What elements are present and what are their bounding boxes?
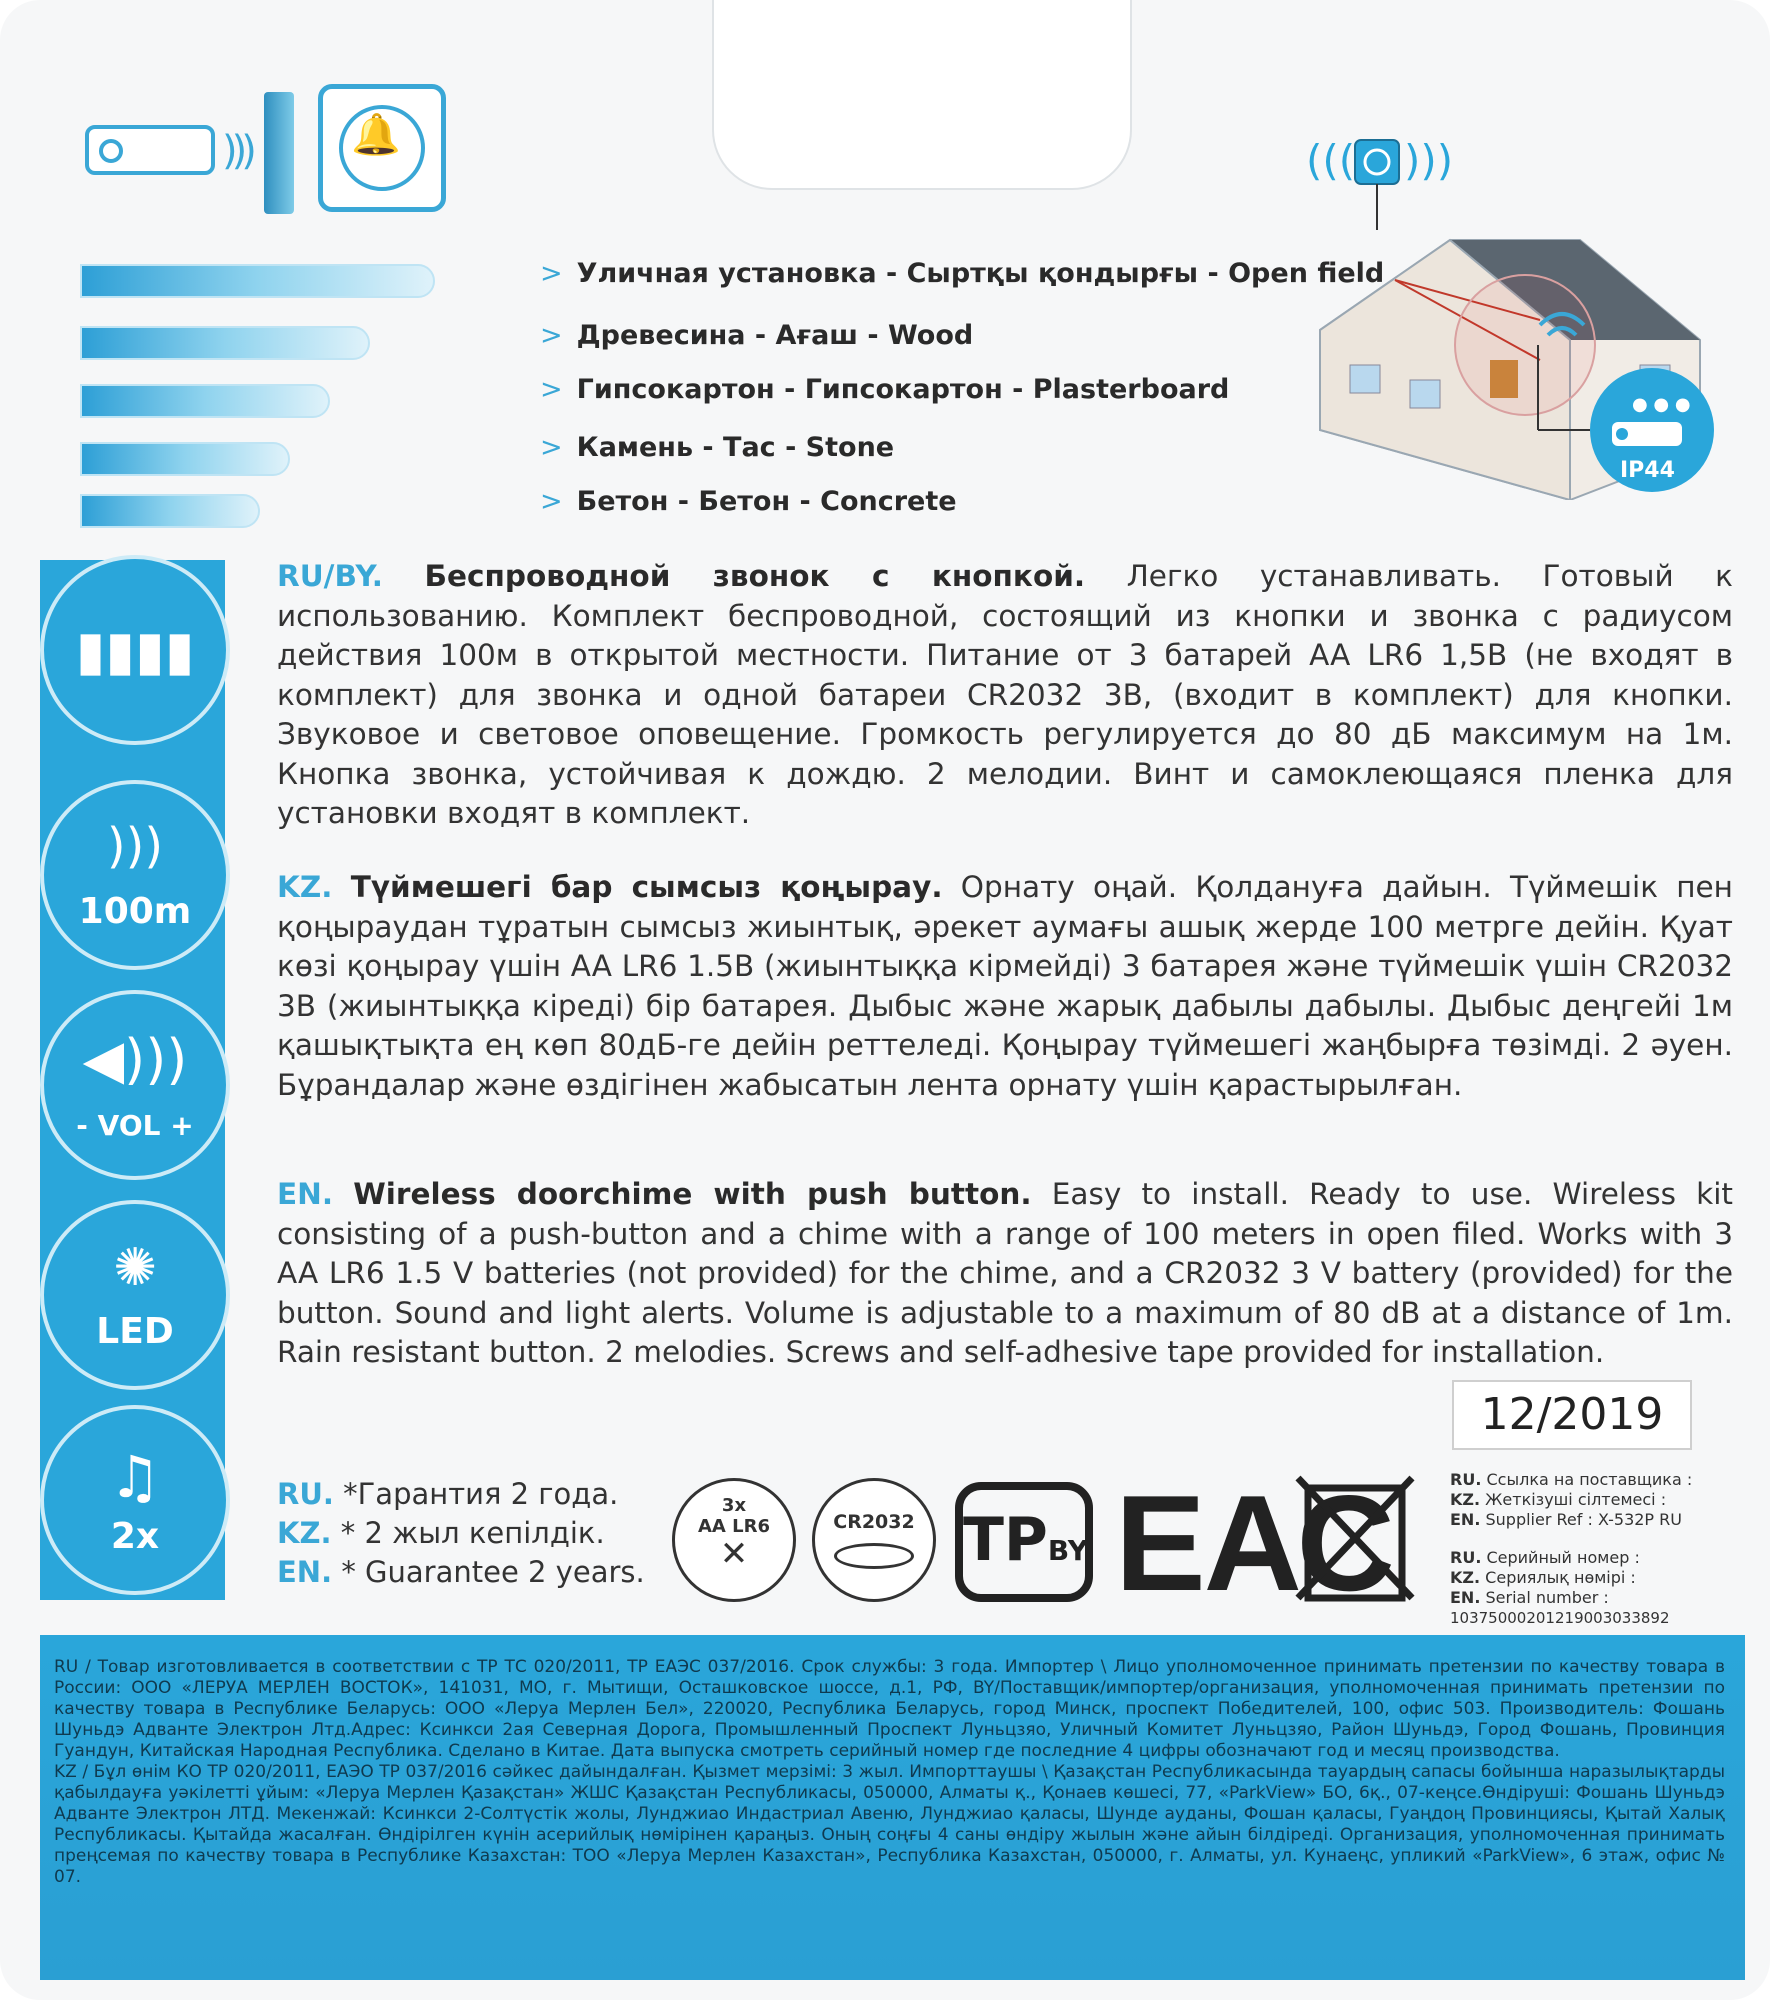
serial-number: 10375000201219003033892 [1450,1609,1670,1627]
legal-info-strip [40,1635,1745,1980]
svg-text:))): ))) [1404,136,1454,185]
description-ru: RU/BY. Беспроводной звонок с кнопкой. Легко устанавливать. Готовый к использованию. Комплект беспроводной, состоящий из кнопки и звонка с радиусом действия 100м в открытой местности. Питание от 3 батарей AA LR6 1,5В (не входят в комплект) для звонка и одной батареи CR2032 3В, (входит в комплект) для кнопки. Звуковое и световое оповещение. Громкость регулируется до 80 дБ максимум на 1м. Кнопка звонка, устойчивая к дождю. 2 мелодии. Винт и самоклеющаяся пленка для установки входят в комплект. [277,559,1733,830]
range-label-wood: > Древесина - Ағаш - Wood [540,320,974,351]
range-bar-concrete [80,494,260,528]
range-bar-plasterboard [80,384,330,418]
wall-icon [264,92,294,214]
guarantee-block: RU. *Гарантия 2 года. KZ. * 2 жыл кепілдік. EN. * Guarantee 2 years. [277,1477,645,1589]
range-label-stone: > Камень - Тас - Stone [540,432,895,463]
hang-hole [712,0,1132,190]
house-illustration [1300,130,1720,500]
aa-battery-badge: 3x AA LR6 ✕ [672,1478,796,1602]
svg-text:● ● ●: ● ● ● [1632,394,1691,415]
range-label-open-field: > Уличная установка - Сыртқы қондырғы - Open field [540,258,1385,289]
not-food-contact-icon [1290,1470,1420,1605]
push-button-icon [85,125,215,175]
range-label-concrete: > Бетон - Бетон - Concrete [540,486,957,517]
legal-text-kz: KZ / Бұл өнім КО ТР 020/2011, ЕАЭО ТР 037/2016 сәйкес дайындалған. Қызмет мерзімі: 3 жыл. Импорттаушы \ Қазақстан Республикасында тауардың сапасы бойынша наразылықтарды қабылдауға уәкілетті ұйым: «Леруа Мерлен Қазақстан» ЖШС Қазақстан Республикасы, 050000, Алматы қ., Қонаев көшесі, 77, «ParkView» БО, 6қ., 07-кеңсе.Өндіруші: Фошань Шуньдэ Адванте Электрон ЛТД. Мекенжай: Ксинкси 2-Солтүстік жолы, Лунджиао Индастриал Авеню, Лунджиао қаласы, Шунде ауданы, Фошан қаласы, Гуаңдоң Провинциясы, Қытай Халық Республикасы. Қытайда жасалған. Өндірілген күнін асерийлық нөмірінен қараңыз. Оның соңғы 4 саны өндіру жылын және айын білдіреді. Организация, уполномоченная принимать преңсемая по качеству товара в Республике Казахстан: ТОО «Леруа Мерлен Казахстан», Республика Казахстан, 050000, г. Алматы, ул. Кунаеңс, упликий «ParkView», 6 этаж, офис № 07. [54,1762,1725,1887]
coin-battery-badge: CR2032 [812,1478,936,1602]
eac-mark: ЕАС [1115,1467,1393,1619]
svg-text:(((: ((( [1306,136,1356,185]
chime-icon [318,84,446,212]
range-bar-wood [80,326,370,360]
range-bar-open-field [80,264,435,298]
range-bar-stone [80,442,290,476]
legal-text-ru: RU / Товар изготовливается в соответствии с ТР ТС 020/2011, ТР ЕАЭС 037/2016. Срок службы: 3 года. Импортер \ Лицо уполномоченное принимать претензии по качеству товара в России: ООО «ЛЕРУА МЕРЛЕН ВОСТОК», 141031, МО, г. Мытищи, Осташковское шоссе, д.1, РФ, BY/Поставщик/импортер/организация, уполномоченная принимать претензии по качеству товара в Республике Беларусь: ООО «Леруа Мерлен Бел», 220020, Республика Беларусь, город Минск, проспект Победителей, 100, офис 503. Производитель: Фошань Шуньдэ Адванте Электрон Лтд.Адрес: Ксинкси 2ая Северная Дорога, Промышленный Проспект Луньцзяо, Уличный Комитет Луньцзяо, Район Шуньдэ, Город Фошань, Провинция Гуандун, Китайская Народная Республика. Сделано в Китае. Дата выпуска смотреть серийный номер где последние 4 цифры обозначают год и месяц производства. [54,1657,1725,1761]
bell-icon: 🔔 [351,112,401,158]
range-label-plasterboard: > Гипсокартон - Гипсокартон - Plasterboard [540,374,1230,405]
battery-icon: ▮▮▮▮ [40,555,230,745]
volume-icon: ◀))) - VOL + [40,990,230,1180]
tp-by-mark: TPBY [955,1482,1093,1602]
coin-cell-icon [834,1543,914,1569]
description-kz: KZ. Түймешегі бар сымсыз қоңырау. Орнату оңай. Қолдануға дайын. Түймешік пен қоңыраудан тұратын сымсыз жиынтық, әрекет аумағы ашық жерде 100 метрге дейін. Қуат көзі қоңырау үшін AA LR6 1.5В (жиынтыққа кірмейді) 3 батарея және түймешік үшін CR2032 3В (жиынтыққа кіреді) бір батарея. Дыбыс және жарық дабылы дабылы. Дыбыс деңгейі 1м қашықтықта ең көп 80дБ-ге дейін реттеледі. Қоңырау түймешегі жаңбырға төзімді. 2 әуен. Бұрандалар және өздігінен жабысатын лента орнату үшін қарастырылған. [277,870,1733,1102]
supplier-info: RU. Ссылка на поставщика : KZ. Жеткізуші сілтемесі : EN. Supplier Ref : X-532P RU RU. Серийный номер : KZ. Сериялық нөмірі : EN. Serial number : 10375000201219003033892 [1450,1470,1750,1628]
description-en: EN. Wireless doorchime with push button. Easy to install. Ready to use. Wireless kit consisting of a push-button and a chime with a range of 100 meters in open filed. Works with 3 AA LR6 1.5 V batteries (not provided) for the chime, and a CR2032 3 V battery (provided) for the button. Sound and light alerts. Volume is adjustable to a maximum of 80 dB at a distance of 1m. Rain resistant button. 2 melodies. Screws and self-adhesive tape provided for installation. [277,1177,1733,1369]
svg-text:IP44: IP44 [1620,458,1675,483]
signal-waves-icon: ))) [222,128,251,174]
battery-crossed-icon: ✕ [719,1534,749,1574]
range-icon: ))) 100m [40,780,230,970]
melody-icon: ♫ 2x [40,1405,230,1595]
led-icon: ✺ LED [40,1200,230,1390]
date-code: 12/2019 [1452,1380,1692,1450]
